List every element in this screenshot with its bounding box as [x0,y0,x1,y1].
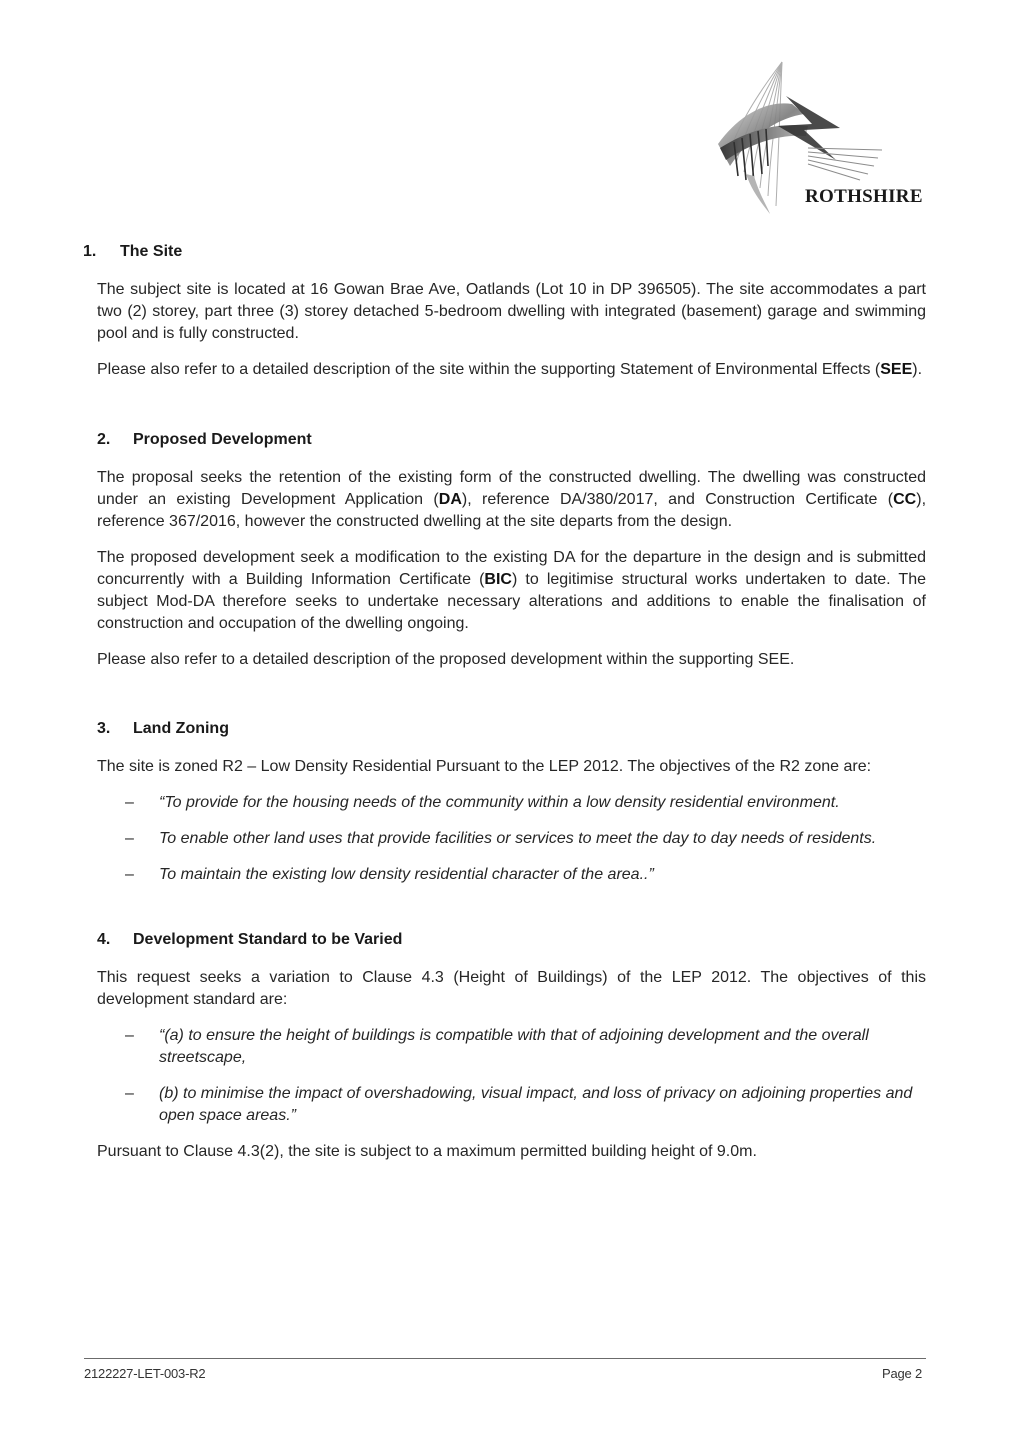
section-land-zoning [97,719,926,886]
bullet-dash: – [125,830,134,847]
list-item-text: “To provide for the housing needs of the community within a low density residential environment. [159,794,840,811]
section-title: The Site [120,243,183,260]
paragraph: Pursuant to Clause 4.3(2), the site is subject to a maximum permitted building height of 9.0m. [97,1143,757,1160]
paragraph-text: ) to legitimise structural works undertaken to date. The subject Mod-DA therefore seeks to undertake necessary alterations and additions to enable the finalisation of construction and occupation of the dwelling ongoing. [97,571,926,632]
paragraph: Please also refer to a detailed description of the proposed development within the supporting SEE. [97,651,795,668]
section-number: 4. [97,931,111,948]
section-number: 1. [83,243,97,260]
rothshire-logo [708,56,934,220]
paragraph-text: ). [912,361,923,378]
section-heading [83,242,926,262]
paragraph [97,359,926,381]
zone-objectives-list [97,792,926,886]
section-proposed-development [97,430,926,671]
list-item-text: “(a) to ensure the height of buildings is compatible with that of adjoining development and the overall streetscape, [159,1027,869,1066]
letter-body [83,242,927,1177]
bold-term: BIC [484,571,512,588]
logo-wordmark: ROTHSHIRE [805,186,923,207]
document-reference: 2122227-LET-003-R2 [84,1366,206,1381]
paragraph-text: ), reference 367/2016, however the constructed dwelling at the site departs from the design. [97,491,927,530]
paragraph [97,467,926,533]
standard-objectives-list [97,1025,926,1127]
list-item-text: To enable other land uses that provide facilities or services to meet the day to day needs of residents. [159,830,877,847]
list-item-text: To maintain the existing low density residential character of the area..” [159,866,654,883]
bold-term: CC [893,491,917,508]
bullet-dash: – [125,866,134,883]
list-item [97,828,926,850]
paragraph-text: The proposal seeks the retention of the existing form of the constructed dwelling. The dwelling was constructed under an existing Development Application ( [97,469,926,508]
section-title: Development Standard to be Varied [133,931,403,948]
paragraph: The site is zoned R2 – Low Density Residential Pursuant to the LEP 2012. The objectives of the R2 zone are: [97,758,872,775]
list-item [97,1083,926,1127]
paragraph-text: The proposed development seek a modification to the existing DA for the departure in the design and is submitted concurrently with a Building Information Certificate ( [97,549,926,588]
bullet-dash: – [125,1085,134,1102]
list-item-text: (b) to minimise the impact of overshadowing, visual impact, and loss of privacy on adjoining properties and open space areas.” [159,1085,913,1124]
list-item [97,864,926,886]
paragraph: This request seeks a variation to Clause 4.3 (Height of Buildings) of the LEP 2012. The objectives of this development standard are: [97,969,926,1008]
section-development-standard [97,930,926,1163]
section-heading [97,719,926,739]
bold-term: SEE [880,361,913,378]
section-number: 3. [97,720,111,737]
list-item [97,1025,926,1069]
section-heading [97,430,926,450]
bullet-dash: – [125,1027,134,1044]
paragraph: The subject site is located at 16 Gowan Brae Ave, Oatlands (Lot 10 in DP 396505). The site accommodates a part two (2) storey, part three (3) storey detached 5-bedroom dwelling with integrated (basement) garage and swimming pool and is fully constructed. [97,281,926,342]
page-number: Page 2 [881,1366,922,1381]
list-item [97,792,926,814]
section-number: 2. [97,431,111,448]
section-the-site [83,242,926,381]
section-title: Proposed Development [133,431,312,448]
paragraph-text: Please also refer to a detailed description of the site within the supporting Statement of Environmental Effects ( [97,361,881,378]
bold-term: DA [438,491,462,508]
footer-divider [84,1358,926,1359]
paragraph-text: ), reference DA/380/2017, and Construction Certificate ( [461,491,894,508]
bullet-dash: – [125,794,134,811]
section-title: Land Zoning [133,720,229,737]
paragraph [97,547,926,635]
section-heading [97,930,926,950]
